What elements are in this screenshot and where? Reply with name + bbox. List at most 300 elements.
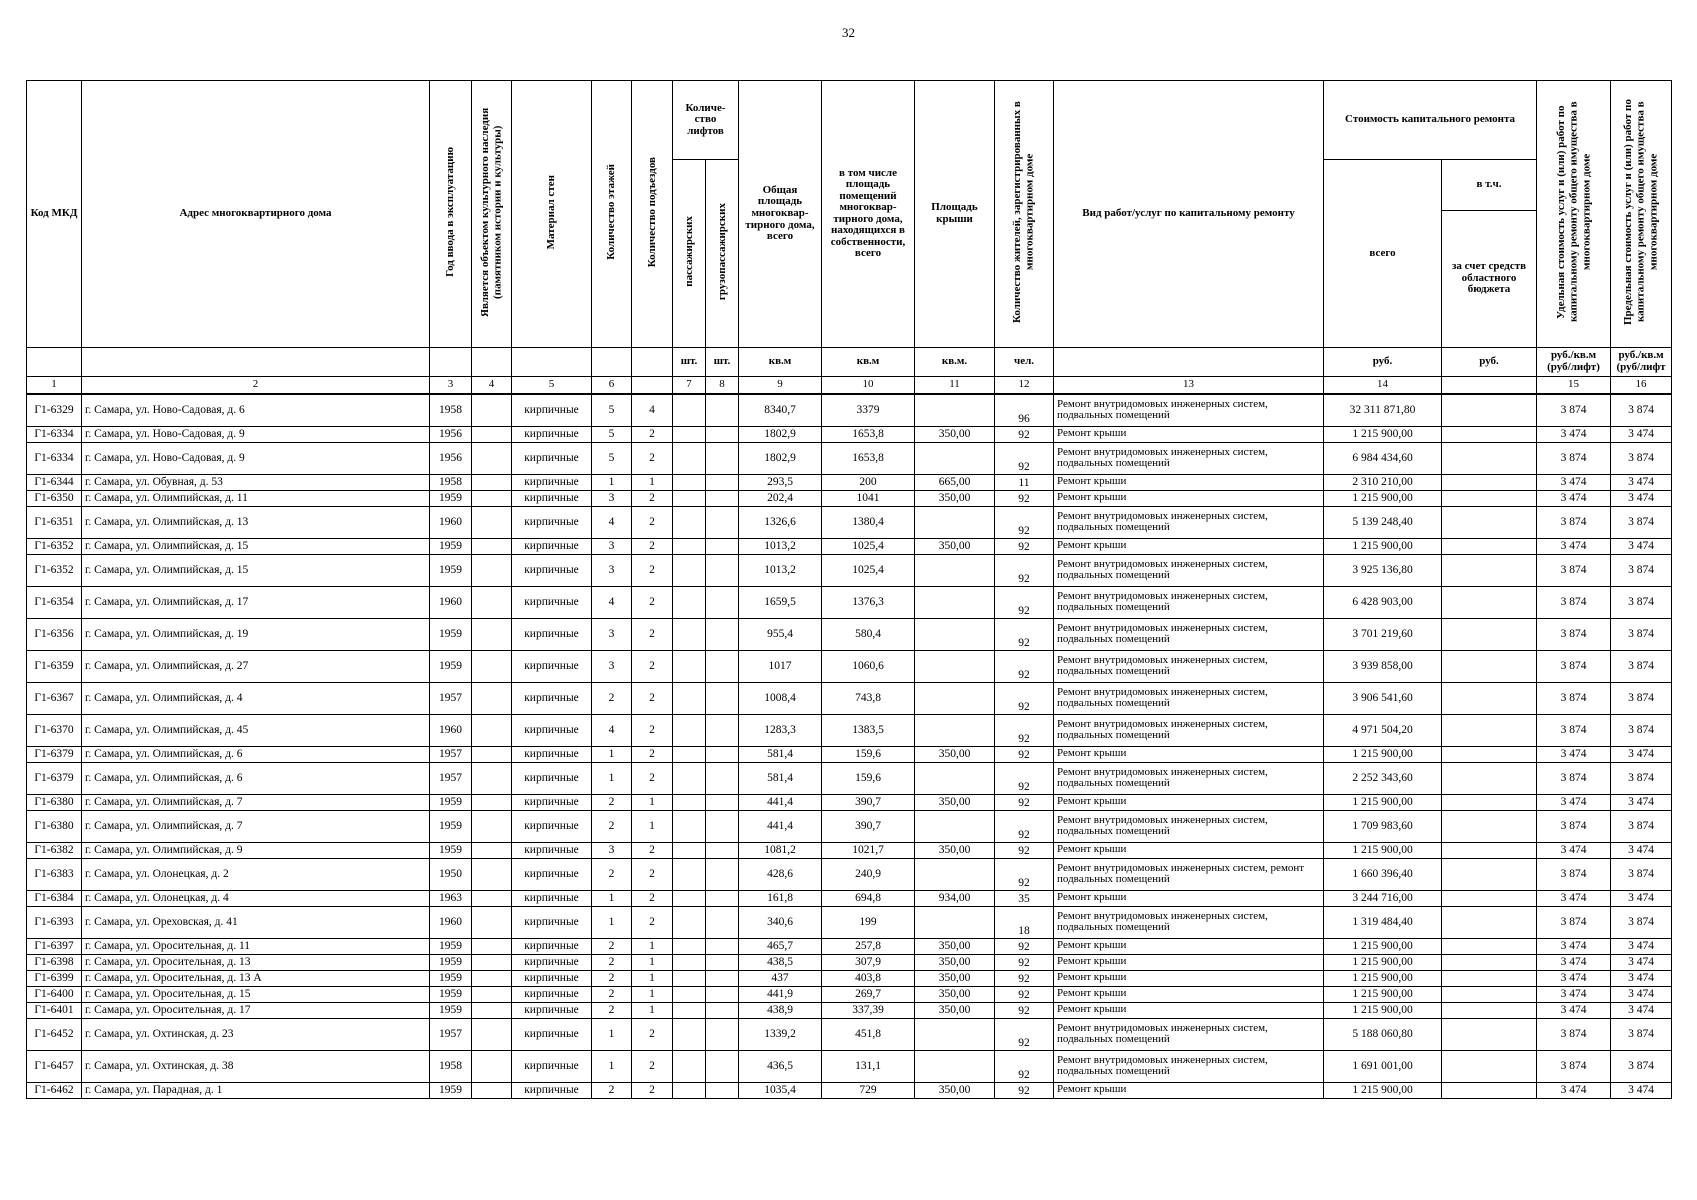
owned-area-cell: 200 xyxy=(822,474,915,490)
roof-area-cell xyxy=(915,858,995,890)
roof-area-cell: 350,00 xyxy=(915,1002,995,1018)
floors-cell: 1 xyxy=(592,474,632,490)
header-total-area: Общая площадь многоквар-тирного дома, всего xyxy=(739,81,822,348)
table-row xyxy=(27,746,1672,762)
total-area-cell: 441,4 xyxy=(739,794,822,810)
address-cell: г. Самара, ул. Олимпийская, д. 9 xyxy=(82,842,430,858)
year-cell: 1957 xyxy=(430,762,472,794)
roof-area-cell xyxy=(915,442,995,474)
address-cell: г. Самара, ул. Ново-Садовая, д. 6 xyxy=(82,394,430,427)
cost-cell: 1 215 900,00 xyxy=(1324,842,1442,858)
entrances-cell: 1 xyxy=(632,954,673,970)
wall-material-cell: кирпичные xyxy=(512,794,592,810)
cost-cell: 1 215 900,00 xyxy=(1324,794,1442,810)
mkd-code: Г1-6329 xyxy=(27,394,82,427)
header-unit-cost: Удельная стоимость услуг и (или) работ по капитальному ремонту общего имущества в многоквартирном доме xyxy=(1537,81,1611,348)
work-type-cell: Ремонт крыши xyxy=(1054,1002,1324,1018)
address-cell: г. Самара, ул. Олимпийская, д. 6 xyxy=(82,762,430,794)
floors-cell: 1 xyxy=(592,1018,632,1050)
wall-material-cell: кирпичные xyxy=(512,986,592,1002)
table-row xyxy=(27,650,1672,682)
entrances-cell: 2 xyxy=(632,906,673,938)
entrances-cell: 1 xyxy=(632,986,673,1002)
residents-cell: 92 xyxy=(995,1082,1054,1098)
header-cost-total: всего xyxy=(1324,160,1442,348)
year-cell: 1958 xyxy=(430,394,472,427)
floors-cell: 5 xyxy=(592,442,632,474)
wall-material-cell: кирпичные xyxy=(512,938,592,954)
address-cell: г. Самара, ул. Олимпийская, д. 15 xyxy=(82,554,430,586)
wall-material-cell: кирпичные xyxy=(512,474,592,490)
mkd-code: Г1-6334 xyxy=(27,442,82,474)
residents-cell: 92 xyxy=(995,858,1054,890)
cost-cell: 3 939 858,00 xyxy=(1324,650,1442,682)
unit-sqm: кв.м. xyxy=(915,347,995,376)
header-passenger-lifts: пассажирских xyxy=(673,160,706,348)
address-cell: г. Самара, ул. Ново-Садовая, д. 9 xyxy=(82,442,430,474)
max-cost-cell: 3 874 xyxy=(1611,858,1672,890)
owned-area-cell: 1380,4 xyxy=(822,506,915,538)
total-area-cell: 1283,3 xyxy=(739,714,822,746)
entrances-cell: 1 xyxy=(632,1002,673,1018)
max-cost-cell: 3 874 xyxy=(1611,586,1672,618)
work-type-cell: Ремонт крыши xyxy=(1054,1082,1324,1098)
max-cost-cell: 3 474 xyxy=(1611,890,1672,906)
unit-cost-cell: 3 474 xyxy=(1537,746,1611,762)
total-area-cell: 1017 xyxy=(739,650,822,682)
wall-material-cell: кирпичные xyxy=(512,554,592,586)
total-area-cell: 1659,5 xyxy=(739,586,822,618)
page-number: 32 xyxy=(842,25,855,40)
header-cost: Стоимость капитального ремонта xyxy=(1324,81,1537,160)
max-cost-cell: 3 874 xyxy=(1611,906,1672,938)
table-row xyxy=(27,906,1672,938)
wall-material-cell: кирпичные xyxy=(512,586,592,618)
table-row xyxy=(27,970,1672,986)
unit-cost-cell: 3 874 xyxy=(1537,762,1611,794)
address-cell: г. Самара, ул. Оросительная, д. 13 А xyxy=(82,970,430,986)
floors-cell: 3 xyxy=(592,842,632,858)
residents-cell: 92 xyxy=(995,970,1054,986)
roof-area-cell xyxy=(915,714,995,746)
unit-sqm: кв.м xyxy=(822,347,915,376)
entrances-cell: 2 xyxy=(632,618,673,650)
residents-cell: 92 xyxy=(995,842,1054,858)
wall-material-cell: кирпичные xyxy=(512,954,592,970)
roof-area-cell xyxy=(915,906,995,938)
floors-cell: 5 xyxy=(592,426,632,442)
cost-cell: 5 188 060,80 xyxy=(1324,1018,1442,1050)
total-area-cell: 438,5 xyxy=(739,954,822,970)
mkd-code: Г1-6457 xyxy=(27,1050,82,1082)
owned-area-cell: 743,8 xyxy=(822,682,915,714)
unit-sqm: кв.м xyxy=(739,347,822,376)
work-type-cell: Ремонт крыши xyxy=(1054,890,1324,906)
year-cell: 1958 xyxy=(430,474,472,490)
unit-people: чел. xyxy=(995,347,1054,376)
max-cost-cell: 3 874 xyxy=(1611,714,1672,746)
mkd-code: Г1-6397 xyxy=(27,938,82,954)
cost-cell: 1 215 900,00 xyxy=(1324,986,1442,1002)
owned-area-cell: 390,7 xyxy=(822,794,915,810)
address-cell: г. Самара, ул. Оросительная, д. 11 xyxy=(82,938,430,954)
capital-repair-table xyxy=(26,80,1672,1099)
entrances-cell: 2 xyxy=(632,858,673,890)
unit-cost-cell: 3 874 xyxy=(1537,858,1611,890)
address-cell: г. Самара, ул. Ново-Садовая, д. 9 xyxy=(82,426,430,442)
owned-area-cell: 257,8 xyxy=(822,938,915,954)
unit-cost-cell: 3 874 xyxy=(1537,506,1611,538)
owned-area-cell: 1653,8 xyxy=(822,442,915,474)
max-cost-cell: 3 874 xyxy=(1611,1050,1672,1082)
entrances-cell: 1 xyxy=(632,938,673,954)
mkd-code: Г1-6351 xyxy=(27,506,82,538)
cost-cell: 1 215 900,00 xyxy=(1324,954,1442,970)
residents-cell: 92 xyxy=(995,938,1054,954)
header-incl: в т.ч. xyxy=(1442,160,1537,211)
wall-material-cell: кирпичные xyxy=(512,858,592,890)
table-row xyxy=(27,394,1672,427)
wall-material-cell: кирпичные xyxy=(512,682,592,714)
unit-cost-cell: 3 874 xyxy=(1537,714,1611,746)
col-number: 16 xyxy=(1611,376,1672,394)
table-row xyxy=(27,890,1672,906)
col-number: 15 xyxy=(1537,376,1611,394)
cost-cell: 6 984 434,60 xyxy=(1324,442,1442,474)
mkd-code: Г1-6380 xyxy=(27,810,82,842)
entrances-cell: 2 xyxy=(632,650,673,682)
max-cost-cell: 3 474 xyxy=(1611,1002,1672,1018)
residents-cell: 92 xyxy=(995,682,1054,714)
address-cell: г. Самара, ул. Олимпийская, д. 11 xyxy=(82,490,430,506)
residents-cell: 92 xyxy=(995,746,1054,762)
residents-cell: 92 xyxy=(995,426,1054,442)
work-type-cell: Ремонт крыши xyxy=(1054,938,1324,954)
residents-cell: 92 xyxy=(995,442,1054,474)
wall-material-cell: кирпичные xyxy=(512,650,592,682)
entrances-cell: 2 xyxy=(632,586,673,618)
entrances-cell: 1 xyxy=(632,794,673,810)
roof-area-cell: 350,00 xyxy=(915,954,995,970)
work-type-cell: Ремонт крыши xyxy=(1054,746,1324,762)
total-area-cell: 465,7 xyxy=(739,938,822,954)
entrances-cell: 2 xyxy=(632,1050,673,1082)
roof-area-cell: 350,00 xyxy=(915,426,995,442)
wall-material-cell: кирпичные xyxy=(512,746,592,762)
residents-cell: 92 xyxy=(995,1050,1054,1082)
total-area-cell: 1802,9 xyxy=(739,442,822,474)
floors-cell: 5 xyxy=(592,394,632,427)
total-area-cell: 581,4 xyxy=(739,746,822,762)
work-type-cell: Ремонт внутридомовых инженерных систем, подвальных помещений xyxy=(1054,650,1324,682)
work-type-cell: Ремонт крыши xyxy=(1054,986,1324,1002)
table-row xyxy=(27,1082,1672,1098)
unit-rub: руб. xyxy=(1442,347,1537,376)
max-cost-cell: 3 474 xyxy=(1611,970,1672,986)
unit-pcs: шт. xyxy=(673,347,706,376)
table-row xyxy=(27,762,1672,794)
roof-area-cell xyxy=(915,762,995,794)
max-cost-cell: 3 874 xyxy=(1611,618,1672,650)
col-number: 1 xyxy=(27,376,82,394)
total-area-cell: 293,5 xyxy=(739,474,822,490)
max-cost-cell: 3 874 xyxy=(1611,762,1672,794)
wall-material-cell: кирпичные xyxy=(512,906,592,938)
mkd-code: Г1-6370 xyxy=(27,714,82,746)
roof-area-cell: 350,00 xyxy=(915,538,995,554)
year-cell: 1963 xyxy=(430,890,472,906)
residents-cell: 92 xyxy=(995,618,1054,650)
roof-area-cell: 665,00 xyxy=(915,474,995,490)
max-cost-cell: 3 474 xyxy=(1611,746,1672,762)
table-row xyxy=(27,1018,1672,1050)
header-heritage: Является объектом культурного наследия (памятником истории и культуры) xyxy=(472,81,512,348)
floors-cell: 2 xyxy=(592,858,632,890)
header-entrances: Количество подъездов xyxy=(632,81,673,348)
unit-cost-cell: 3 474 xyxy=(1537,938,1611,954)
unit-cost-cell: 3 874 xyxy=(1537,618,1611,650)
year-cell: 1957 xyxy=(430,1018,472,1050)
col-number: 3 xyxy=(430,376,472,394)
address-cell: г. Самара, ул. Обувная, д. 53 xyxy=(82,474,430,490)
year-cell: 1959 xyxy=(430,810,472,842)
address-cell: г. Самара, ул. Олимпийская, д. 6 xyxy=(82,746,430,762)
work-type-cell: Ремонт внутридомовых инженерных систем, подвальных помещений xyxy=(1054,554,1324,586)
entrances-cell: 1 xyxy=(632,474,673,490)
header-regional-budget: за счет средств областного бюджета xyxy=(1442,210,1537,347)
floors-cell: 4 xyxy=(592,506,632,538)
year-cell: 1959 xyxy=(430,1082,472,1098)
mkd-code: Г1-6393 xyxy=(27,906,82,938)
owned-area-cell: 337,39 xyxy=(822,1002,915,1018)
mkd-code: Г1-6383 xyxy=(27,858,82,890)
table-row xyxy=(27,618,1672,650)
roof-area-cell: 350,00 xyxy=(915,746,995,762)
wall-material-cell: кирпичные xyxy=(512,618,592,650)
col-number: 8 xyxy=(706,376,739,394)
work-type-cell: Ремонт крыши xyxy=(1054,842,1324,858)
roof-area-cell xyxy=(915,682,995,714)
total-area-cell: 428,6 xyxy=(739,858,822,890)
floors-cell: 4 xyxy=(592,714,632,746)
header-work-type: Вид работ/услуг по капитальному ремонту xyxy=(1054,81,1324,348)
address-cell: г. Самара, ул. Олимпийская, д. 17 xyxy=(82,586,430,618)
work-type-cell: Ремонт внутридомовых инженерных систем, подвальных помещений xyxy=(1054,682,1324,714)
residents-cell: 92 xyxy=(995,714,1054,746)
residents-cell: 92 xyxy=(995,506,1054,538)
owned-area-cell: 1025,4 xyxy=(822,538,915,554)
total-area-cell: 1008,4 xyxy=(739,682,822,714)
residents-cell: 92 xyxy=(995,554,1054,586)
roof-area-cell xyxy=(915,506,995,538)
year-cell: 1959 xyxy=(430,954,472,970)
col-number: 5 xyxy=(512,376,592,394)
residents-cell: 92 xyxy=(995,1018,1054,1050)
roof-area-cell: 350,00 xyxy=(915,794,995,810)
address-cell: г. Самара, ул. Олимпийская, д. 4 xyxy=(82,682,430,714)
address-cell: г. Самара, ул. Олимпийская, д. 13 xyxy=(82,506,430,538)
cost-cell: 5 139 248,40 xyxy=(1324,506,1442,538)
residents-cell: 92 xyxy=(995,586,1054,618)
max-cost-cell: 3 874 xyxy=(1611,554,1672,586)
owned-area-cell: 1060,6 xyxy=(822,650,915,682)
address-cell: г. Самара, ул. Олонецкая, д. 2 xyxy=(82,858,430,890)
unit-cost-cell: 3 474 xyxy=(1537,794,1611,810)
roof-area-cell xyxy=(915,650,995,682)
unit-pcs: шт. xyxy=(706,347,739,376)
year-cell: 1959 xyxy=(430,538,472,554)
col-number: 14 xyxy=(1324,376,1442,394)
entrances-cell: 1 xyxy=(632,970,673,986)
year-cell: 1960 xyxy=(430,586,472,618)
work-type-cell: Ремонт внутридомовых инженерных систем, подвальных помещений xyxy=(1054,394,1324,427)
address-cell: г. Самара, ул. Олимпийская, д. 7 xyxy=(82,794,430,810)
cost-cell: 2 252 343,60 xyxy=(1324,762,1442,794)
address-cell: г. Самара, ул. Олимпийская, д. 19 xyxy=(82,618,430,650)
col-number: 2 xyxy=(82,376,430,394)
table-row xyxy=(27,954,1672,970)
address-cell: г. Самара, ул. Олимпийская, д. 45 xyxy=(82,714,430,746)
unit-rub: руб. xyxy=(1324,347,1442,376)
table-row xyxy=(27,1050,1672,1082)
unit-cost-cell: 3 874 xyxy=(1537,810,1611,842)
header-wall-material: Материал стен xyxy=(512,81,592,348)
roof-area-cell xyxy=(915,1018,995,1050)
year-cell: 1960 xyxy=(430,506,472,538)
floors-cell: 3 xyxy=(592,618,632,650)
cost-cell: 3 906 541,60 xyxy=(1324,682,1442,714)
entrances-cell: 2 xyxy=(632,442,673,474)
wall-material-cell: кирпичные xyxy=(512,1050,592,1082)
unit-per: руб./кв.м (руб/лифт xyxy=(1611,347,1672,376)
header-year: Год ввода в эксплуатацию xyxy=(430,81,472,348)
year-cell: 1950 xyxy=(430,858,472,890)
cost-cell: 6 428 903,00 xyxy=(1324,586,1442,618)
floors-cell: 2 xyxy=(592,954,632,970)
wall-material-cell: кирпичные xyxy=(512,442,592,474)
unit-cost-cell: 3 874 xyxy=(1537,1018,1611,1050)
year-cell: 1959 xyxy=(430,554,472,586)
table-row xyxy=(27,938,1672,954)
entrances-cell: 1 xyxy=(632,810,673,842)
roof-area-cell xyxy=(915,394,995,427)
owned-area-cell: 451,8 xyxy=(822,1018,915,1050)
owned-area-cell: 1383,5 xyxy=(822,714,915,746)
floors-cell: 1 xyxy=(592,890,632,906)
address-cell: г. Самара, ул. Олимпийская, д. 7 xyxy=(82,810,430,842)
unit-cost-cell: 3 874 xyxy=(1537,554,1611,586)
cost-cell: 1 660 396,40 xyxy=(1324,858,1442,890)
floors-cell: 1 xyxy=(592,746,632,762)
header-code: Код МКД xyxy=(27,81,82,348)
unit-cost-cell: 3 474 xyxy=(1537,538,1611,554)
header-roof-area: Площадь крыши xyxy=(915,81,995,348)
roof-area-cell: 934,00 xyxy=(915,890,995,906)
entrances-cell: 2 xyxy=(632,490,673,506)
year-cell: 1959 xyxy=(430,938,472,954)
roof-area-cell xyxy=(915,1050,995,1082)
work-type-cell: Ремонт крыши xyxy=(1054,490,1324,506)
col-number: 12 xyxy=(995,376,1054,394)
year-cell: 1959 xyxy=(430,618,472,650)
residents-cell: 92 xyxy=(995,954,1054,970)
table-row xyxy=(27,1002,1672,1018)
owned-area-cell: 403,8 xyxy=(822,970,915,986)
table-row xyxy=(27,506,1672,538)
owned-area-cell: 1021,7 xyxy=(822,842,915,858)
residents-cell: 92 xyxy=(995,538,1054,554)
floors-cell: 2 xyxy=(592,682,632,714)
entrances-cell: 2 xyxy=(632,746,673,762)
table-row xyxy=(27,474,1672,490)
owned-area-cell: 269,7 xyxy=(822,986,915,1002)
year-cell: 1958 xyxy=(430,1050,472,1082)
header-floors: Количество этажей xyxy=(592,81,632,348)
cost-cell: 3 701 219,60 xyxy=(1324,618,1442,650)
total-area-cell: 1081,2 xyxy=(739,842,822,858)
roof-area-cell: 350,00 xyxy=(915,1082,995,1098)
mkd-code: Г1-6379 xyxy=(27,746,82,762)
unit-cost-cell: 3 474 xyxy=(1537,954,1611,970)
cost-cell: 1 215 900,00 xyxy=(1324,426,1442,442)
unit-cost-cell: 3 874 xyxy=(1537,586,1611,618)
col-number: 13 xyxy=(1054,376,1324,394)
floors-cell: 4 xyxy=(592,586,632,618)
header-cargo-lifts: грузопассажирских xyxy=(706,160,739,348)
unit-cost-cell: 3 474 xyxy=(1537,490,1611,506)
cost-cell: 3 925 136,80 xyxy=(1324,554,1442,586)
roof-area-cell: 350,00 xyxy=(915,938,995,954)
unit-cost-cell: 3 474 xyxy=(1537,970,1611,986)
mkd-code: Г1-6334 xyxy=(27,426,82,442)
work-type-cell: Ремонт внутридомовых инженерных систем, подвальных помещений xyxy=(1054,506,1324,538)
owned-area-cell: 1653,8 xyxy=(822,426,915,442)
cost-cell: 4 971 504,20 xyxy=(1324,714,1442,746)
work-type-cell: Ремонт крыши xyxy=(1054,474,1324,490)
roof-area-cell xyxy=(915,810,995,842)
max-cost-cell: 3 474 xyxy=(1611,938,1672,954)
wall-material-cell: кирпичные xyxy=(512,426,592,442)
floors-cell: 3 xyxy=(592,538,632,554)
entrances-cell: 2 xyxy=(632,842,673,858)
col-number: 4 xyxy=(472,376,512,394)
cost-cell: 1 319 484,40 xyxy=(1324,906,1442,938)
wall-material-cell: кирпичные xyxy=(512,490,592,506)
owned-area-cell: 159,6 xyxy=(822,746,915,762)
mkd-code: Г1-6356 xyxy=(27,618,82,650)
unit-cost-cell: 3 874 xyxy=(1537,682,1611,714)
address-cell: г. Самара, ул. Оросительная, д. 15 xyxy=(82,986,430,1002)
unit-cost-cell: 3 474 xyxy=(1537,890,1611,906)
work-type-cell: Ремонт крыши xyxy=(1054,954,1324,970)
entrances-cell: 2 xyxy=(632,682,673,714)
entrances-cell: 2 xyxy=(632,426,673,442)
work-type-cell: Ремонт внутридомовых инженерных систем, ремонт подвальных помещений xyxy=(1054,858,1324,890)
year-cell: 1960 xyxy=(430,714,472,746)
floors-cell: 2 xyxy=(592,810,632,842)
max-cost-cell: 3 874 xyxy=(1611,810,1672,842)
mkd-code: Г1-6462 xyxy=(27,1082,82,1098)
max-cost-cell: 3 474 xyxy=(1611,954,1672,970)
col-number: 7 xyxy=(673,376,706,394)
total-area-cell: 441,4 xyxy=(739,810,822,842)
owned-area-cell: 390,7 xyxy=(822,810,915,842)
year-cell: 1959 xyxy=(430,1002,472,1018)
year-cell: 1960 xyxy=(430,906,472,938)
unit-cost-cell: 3 874 xyxy=(1537,650,1611,682)
max-cost-cell: 3 474 xyxy=(1611,538,1672,554)
owned-area-cell: 1041 xyxy=(822,490,915,506)
